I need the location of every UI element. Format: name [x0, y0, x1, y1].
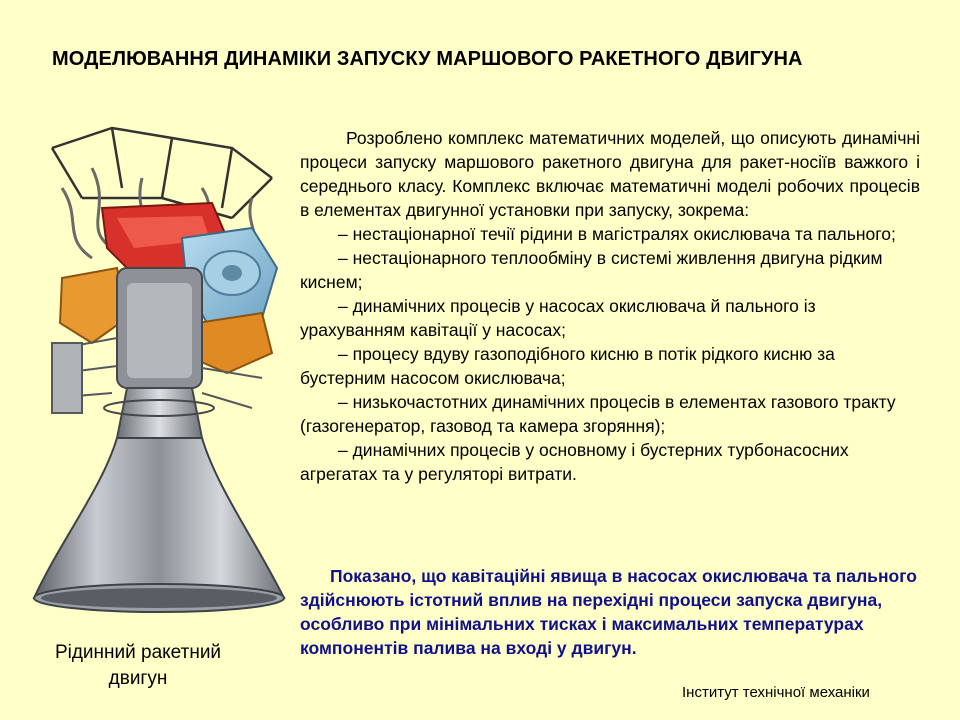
caption-line: Рідинний ракетний: [54, 642, 222, 663]
caption-line: двигун: [108, 668, 168, 689]
rocket-engine-illustration: [22, 108, 292, 628]
intro-paragraph: Розроблено комплекс математичних моделей, що описують динамічні процеси запуску маршового ракетного двигуна для ракет-носіїв важкого і середнього класу. Комплекс включає математичні моделі робочих процесів в елементах двигунної установки при запуску, зокрема:: [300, 128, 920, 220]
list-item: – низькочастотних динамічних процесів в елементах газового тракту (газогенератор, газовод та камера згоряння);: [300, 392, 896, 436]
list-item: – нестаціонарної течії рідини в магістралях окислювача та пального;: [338, 224, 896, 244]
list-item: – динамічних процесів у насосах окислювача й пального із урахуванням кавітації у насосах;: [300, 296, 816, 340]
list-item: – нестаціонарного теплообміну в системі живлення двигуна рідким киснем;: [300, 248, 883, 292]
model-list: [300, 222, 920, 486]
conclusion-paragraph: Показано, що кавітаційні явища в насосах окислювача та пального здійснюють істотний вплив на перехідні процеси запуска двигуна, особливо при мінімальних тисках і максимальних температурах компонентів палива на вході у двигун.: [300, 566, 917, 658]
image-caption: [30, 640, 246, 692]
list-item: – динамічних процесів у основному і бустерних турбонасосних агрегатах та у регуляторі витрати.: [300, 440, 849, 484]
list-item: – процесу вдуву газоподібного кисню в потік рідкого кисню за бустерним насосом окислювача;: [300, 344, 835, 388]
slide-title: МОДЕЛЮВАННЯ ДИНАМІКИ ЗАПУСКУ МАРШОВОГО РАКЕТНОГО ДВИГУНА: [52, 48, 803, 70]
institute-name: Інститут технічної механіки: [682, 684, 870, 701]
description-block: [300, 126, 920, 486]
